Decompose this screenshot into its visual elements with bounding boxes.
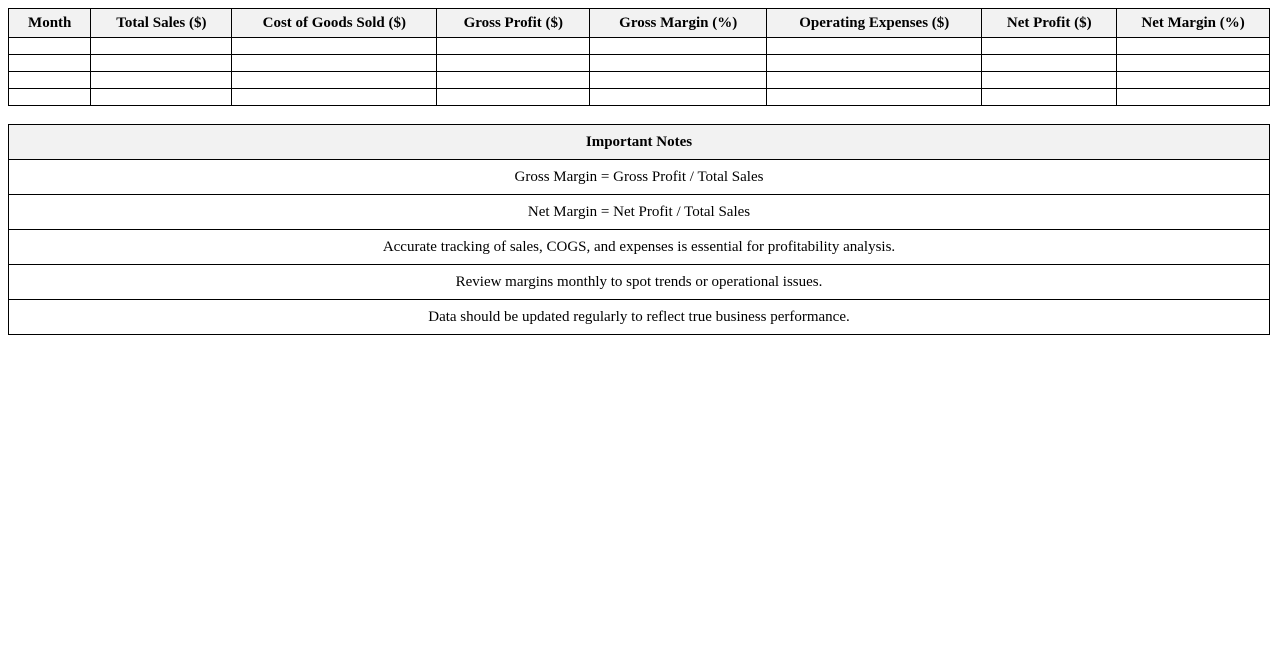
column-header-net-margin: Net Margin (%) <box>1117 9 1270 38</box>
cell-gross-margin[interactable] <box>590 89 767 106</box>
cell-month[interactable] <box>9 55 91 72</box>
column-header-total-sales: Total Sales ($) <box>91 9 232 38</box>
cell-total-sales[interactable] <box>91 72 232 89</box>
note-item: Review margins monthly to spot trends or operational issues. <box>9 265 1270 300</box>
notes-row <box>9 265 1270 300</box>
cell-gross-margin[interactable] <box>590 72 767 89</box>
table-row <box>9 38 1270 55</box>
cell-gross-margin[interactable] <box>590 55 767 72</box>
cell-gross-profit[interactable] <box>437 38 590 55</box>
cell-month[interactable] <box>9 89 91 106</box>
notes-header: Important Notes <box>9 125 1270 160</box>
cell-cogs[interactable] <box>232 55 437 72</box>
cell-net-margin[interactable] <box>1117 72 1270 89</box>
cell-total-sales[interactable] <box>91 38 232 55</box>
cell-gross-profit[interactable] <box>437 89 590 106</box>
column-header-cogs: Cost of Goods Sold ($) <box>232 9 437 38</box>
cell-month[interactable] <box>9 72 91 89</box>
cell-month[interactable] <box>9 38 91 55</box>
cell-net-profit[interactable] <box>982 38 1117 55</box>
cell-gross-profit[interactable] <box>437 55 590 72</box>
cell-gross-margin[interactable] <box>590 38 767 55</box>
cell-operating-expenses[interactable] <box>767 55 982 72</box>
table-row <box>9 72 1270 89</box>
note-item: Gross Margin = Gross Profit / Total Sales <box>9 160 1270 195</box>
profitability-table <box>8 8 1270 106</box>
table-row <box>9 55 1270 72</box>
cell-net-profit[interactable] <box>982 55 1117 72</box>
cell-operating-expenses[interactable] <box>767 38 982 55</box>
cell-cogs[interactable] <box>232 38 437 55</box>
cell-net-margin[interactable] <box>1117 38 1270 55</box>
cell-net-margin[interactable] <box>1117 89 1270 106</box>
cell-cogs[interactable] <box>232 72 437 89</box>
cell-total-sales[interactable] <box>91 89 232 106</box>
note-item: Net Margin = Net Profit / Total Sales <box>9 195 1270 230</box>
column-header-operating-expenses: Operating Expenses ($) <box>767 9 982 38</box>
cell-operating-expenses[interactable] <box>767 72 982 89</box>
table-spacer <box>8 106 1270 124</box>
notes-row <box>9 300 1270 335</box>
notes-row <box>9 195 1270 230</box>
important-notes-table <box>8 124 1270 335</box>
cell-net-profit[interactable] <box>982 89 1117 106</box>
column-header-net-profit: Net Profit ($) <box>982 9 1117 38</box>
column-header-gross-margin: Gross Margin (%) <box>590 9 767 38</box>
table-header-row <box>9 9 1270 38</box>
column-header-month: Month <box>9 9 91 38</box>
column-header-gross-profit: Gross Profit ($) <box>437 9 590 38</box>
cell-operating-expenses[interactable] <box>767 89 982 106</box>
cell-total-sales[interactable] <box>91 55 232 72</box>
notes-row <box>9 230 1270 265</box>
notes-row <box>9 160 1270 195</box>
cell-net-margin[interactable] <box>1117 55 1270 72</box>
cell-cogs[interactable] <box>232 89 437 106</box>
cell-gross-profit[interactable] <box>437 72 590 89</box>
table-row <box>9 89 1270 106</box>
notes-header-row <box>9 125 1270 160</box>
cell-net-profit[interactable] <box>982 72 1117 89</box>
note-item: Data should be updated regularly to reflect true business performance. <box>9 300 1270 335</box>
note-item: Accurate tracking of sales, COGS, and expenses is essential for profitability analysis. <box>9 230 1270 265</box>
